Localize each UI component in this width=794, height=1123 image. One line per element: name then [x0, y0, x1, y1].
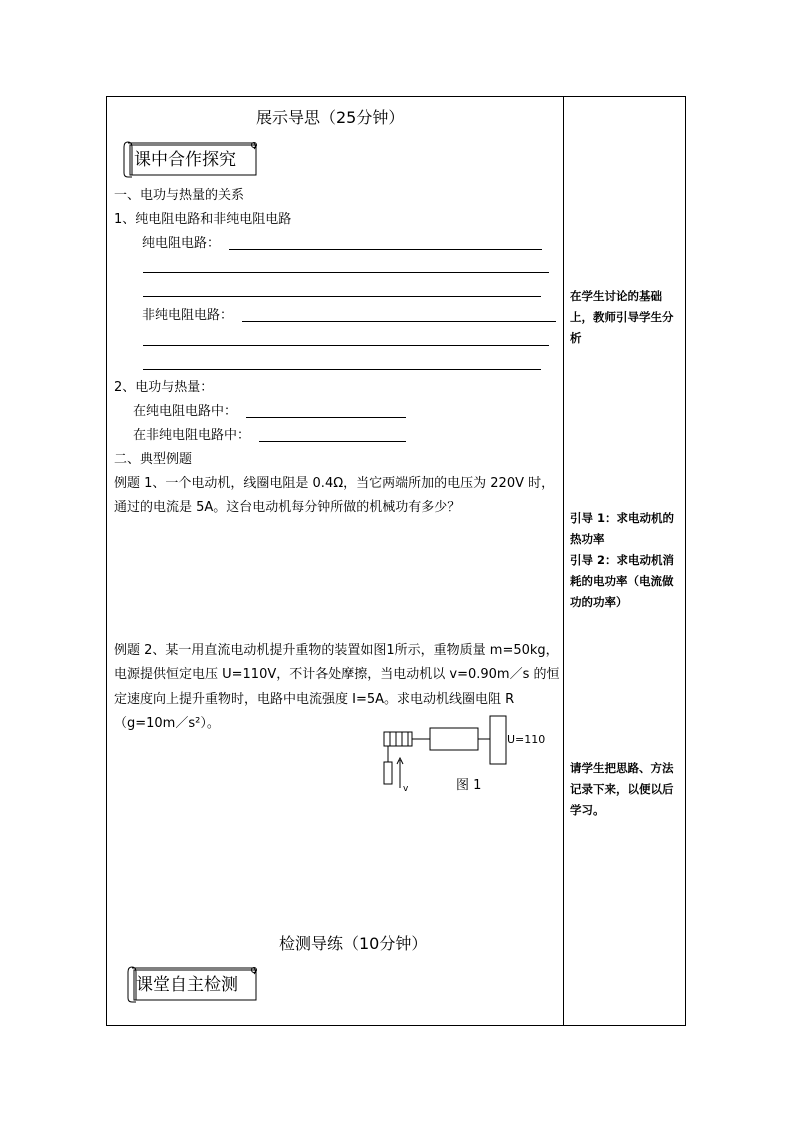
- example2-text: 定速度向上提升重物时，电路中电流强度 I=5A。求电动机线圈电阻 R: [114, 692, 515, 707]
- heading-electric-work: 一、电功与热量的关系: [114, 188, 245, 203]
- answer-line[interactable]: [229, 249, 542, 250]
- column-divider: [563, 96, 564, 1026]
- banner-scroll: [124, 962, 260, 1004]
- figure-caption: 图 1: [456, 778, 482, 793]
- example2-text: 例题 2、某一用直流电动机提升重物的装置如图1所示，重物质量 m=50kg，: [114, 643, 559, 658]
- in-nonpure-label: 在非纯电阻电路中：: [133, 428, 251, 443]
- banner-scroll: [120, 137, 260, 179]
- answer-line[interactable]: [242, 321, 556, 322]
- answer-line[interactable]: [143, 345, 549, 346]
- guide-note: 引导 2：求电动机消耗的电功率（电流做功的功率）: [570, 553, 675, 609]
- heading-examples: 二、典型例题: [114, 452, 193, 467]
- example2-text: 电源提供恒定电压 U=110V，不计各处摩擦，当电动机以 v=0.90m／s 的恒: [114, 667, 560, 682]
- record-note: 请学生把思路、方法记录下来，以便以后学习。: [570, 761, 674, 817]
- banner-label: 课中合作探究: [134, 150, 236, 170]
- nonpure-resistance-label: 非纯电阻电路：: [142, 308, 234, 323]
- figure-velocity-label: v: [403, 784, 409, 794]
- figure-voltage-label: U=110: [507, 733, 546, 746]
- teacher-note: 在学生讨论的基础上，教师引导学生分析: [570, 289, 674, 345]
- answer-line[interactable]: [143, 296, 541, 297]
- guide-note: 引导 1：求电动机的热功率: [570, 511, 675, 546]
- pure-resistance-label: 纯电阻电路：: [142, 236, 221, 251]
- example1-text: 通过的电流是 5A。这台电动机每分钟所做的机械功有多少？: [114, 500, 461, 515]
- example2-text: （g=10m／s²）。: [114, 716, 220, 731]
- answer-line[interactable]: [259, 441, 406, 442]
- in-pure-label: 在纯电阻电路中：: [133, 404, 238, 419]
- answer-line[interactable]: [246, 417, 406, 418]
- section-title: 展示导思（25分钟）: [256, 108, 405, 127]
- subheading-circuits: 1、纯电阻电路和非纯电阻电路: [114, 212, 292, 227]
- answer-line[interactable]: [143, 369, 541, 370]
- answer-line[interactable]: [143, 272, 549, 273]
- section-title: 检测导练（10分钟）: [279, 934, 428, 953]
- example1-text: 例题 1、一个电动机，线圈电阻是 0.4Ω，当它两端所加的电压为 220V 时，: [114, 476, 555, 491]
- banner-label: 课堂自主检测: [136, 975, 238, 995]
- subheading-work-heat: 2、电功与热量：: [114, 380, 214, 395]
